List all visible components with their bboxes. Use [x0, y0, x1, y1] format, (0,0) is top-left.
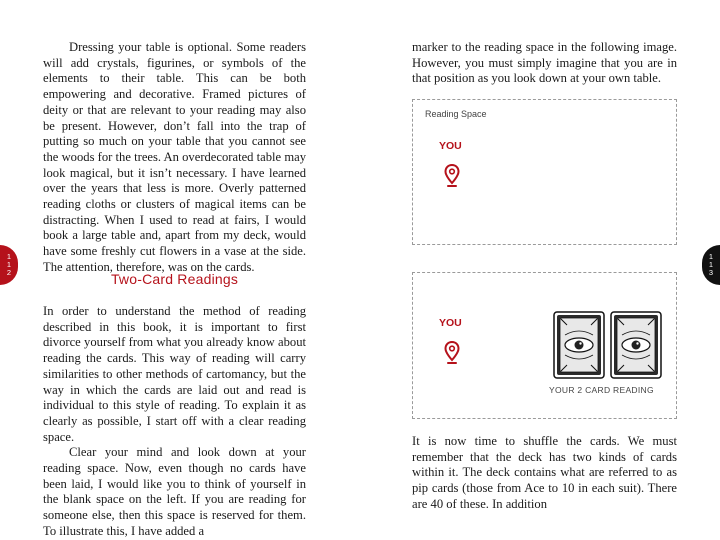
- paragraph-marker: marker to the reading space in the following image. However, you must simply imagine that you are in that position as you look down at your own table.: [412, 40, 677, 86]
- left-paragraph-1: [43, 40, 306, 276]
- card-back-eye-icon: [611, 312, 661, 378]
- reading-space-label: Reading Space: [425, 109, 487, 119]
- paragraph-clear-mind: Clear your mind and look down at your reading space. Now, even though no cards have been laid, I would like you to think of yourself in the blank space on the left. If you are reading for someone else, then this space is reserved for them. To illustrate this, I have added a: [43, 445, 306, 538]
- right-paragraph-bottom: [412, 434, 677, 513]
- card-back-eye-icon: [554, 312, 604, 378]
- two-card-caption: YOUR 2 CARD READING: [549, 385, 654, 395]
- you-label: YOU: [439, 140, 462, 152]
- left-paragraph-group: [43, 304, 306, 540]
- paragraph-table-dressing: Dressing your table is optional. Some readers will add crystals, figurines, or symbols of the elements to their table. This can be both empowering and decorative. Framed pictures of deity or that are relevant to your reading may also be present. However, don’t fall into the trap of putting so much on your table that you cannot see the woods for the trees. An overdecorated table may look magical, but it isn’t necessary. I have learned over the years that less is more. Overly patterned reading cloths or clusters of magical items can be distracting. When I used to read at fairs, I would book a large table and, apart from my deck, would have some freshly cut flowers in a vase at the side. The attention, therefore, was on the cards.: [43, 40, 306, 274]
- you-label: YOU: [439, 317, 462, 329]
- card-pair: [553, 311, 663, 379]
- paragraph-method-intro: In order to understand the method of reading described in this book, it is important to first divorce yourself from what you already know about reading the cards. This way of reading will carry similarities to other methods of cartomancy, but the way in which the cards are laid out and read is individual to this style of reading. To explain it as clearly as possible, I start off with a clear reading space.: [43, 304, 306, 444]
- two-card-reading-figure: [412, 272, 677, 419]
- paragraph-shuffle: It is now time to shuffle the cards. We must remember that the deck has two kinds of cards within it. The deck contains what are referred to as pip cards (those from Ace to 10 in each suit). There are 40 of these. In addition: [412, 434, 677, 511]
- location-pin-icon: [444, 341, 460, 365]
- section-heading: Two-Card Readings: [110, 271, 239, 287]
- page-number-left: 1 1 2: [6, 252, 12, 277]
- reading-space-figure: [412, 99, 677, 245]
- page-number-right: 1 1 3: [708, 252, 714, 277]
- location-pin-icon: [444, 164, 460, 188]
- right-paragraph-top: [412, 40, 677, 87]
